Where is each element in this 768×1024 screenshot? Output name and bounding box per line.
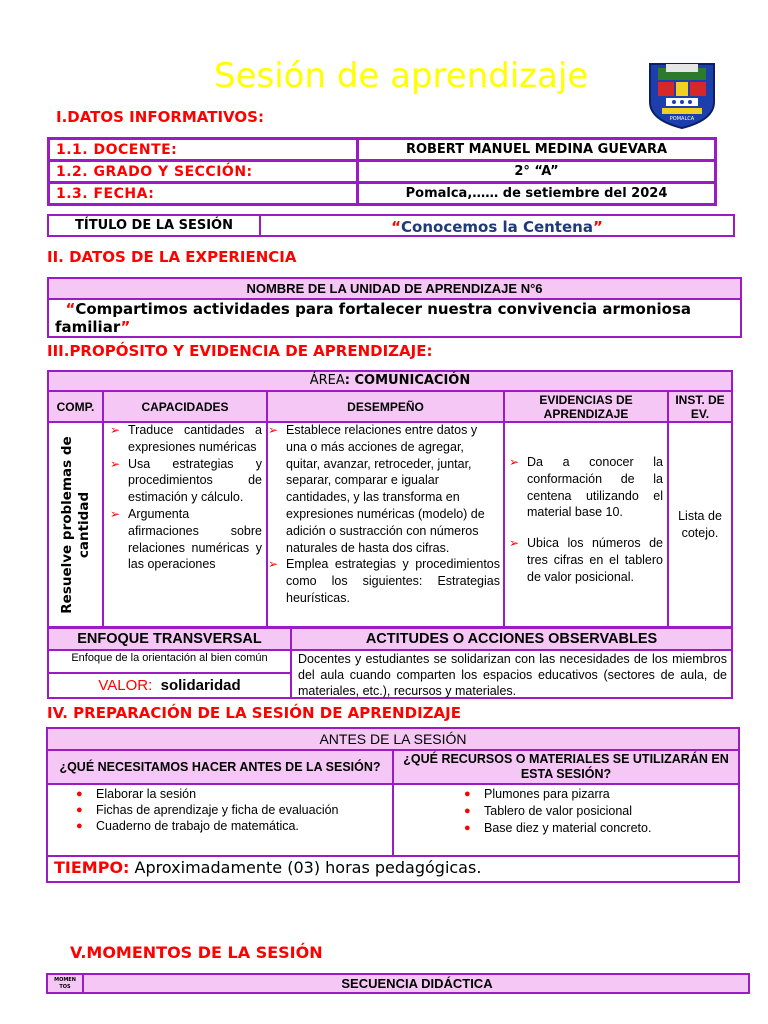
enfoque-header: ENFOQUE TRANSVERSAL	[49, 629, 290, 649]
desempeno-list	[268, 422, 500, 607]
recursos-list	[458, 786, 728, 837]
list-item: ● Tablero de valor posicional	[464, 804, 633, 818]
list-item: ● Fichas de aprendizaje y ficha de evaluación	[76, 803, 339, 817]
col-instrumento: INST. DE EV.	[669, 392, 731, 421]
arrow-bullet-icon: ➢	[268, 557, 279, 572]
instrumento-text: Lista de cotejo.	[678, 509, 722, 540]
section-preparacion-heading: IV. PREPARACIÓN DE LA SESIÓN DE APRENDIZAJE	[47, 704, 461, 722]
bullet-icon: ●	[76, 804, 83, 816]
section-experiencia-heading: II. DATOS DE LA EXPERIENCIA	[47, 248, 297, 266]
section-datos-heading: I.DATOS INFORMATIVOS:	[56, 108, 264, 126]
col-capacidades: CAPACIDADES	[104, 392, 266, 421]
datos-informativos-table	[47, 137, 717, 206]
valor-label: VALOR:	[98, 677, 153, 694]
section-momentos-heading: V.MOMENTOS DE LA SESIÓN	[70, 943, 323, 962]
list-item: ➢ Da a conocer la conformación de la centena utilizando el material base 10.	[509, 455, 663, 520]
docente-value: ROBERT MANUEL MEDINA GUEVARA	[358, 139, 716, 161]
bullet-icon: ●	[76, 788, 83, 800]
tiempo-row	[54, 857, 734, 879]
unidad-name: “Compartimos actividades para fortalecer nuestra convivencia armoniosa familiar”	[55, 300, 692, 336]
list-item: ➢ Argumenta afirmaciones sobre relaciones numéricas y las operaciones	[110, 506, 262, 572]
tiempo-label: TIEMPO:	[54, 858, 130, 877]
table-row	[49, 183, 716, 205]
list-item: ➢ Ubica los números de tres cifras en el tablero de valor posicional.	[509, 536, 663, 584]
col-evidencias: EVIDENCIAS DE APRENDIZAJE	[505, 392, 667, 421]
list-item: ● Base diez y material concreto.	[464, 821, 652, 835]
valor-row	[49, 674, 290, 697]
arrow-bullet-icon: ➢	[509, 455, 520, 469]
col-desempeno: DESEMPEÑO	[268, 392, 503, 421]
arrow-bullet-icon: ➢	[110, 506, 121, 521]
proposito-table	[47, 370, 733, 628]
competencia-cell	[49, 423, 102, 626]
table-row	[49, 161, 716, 183]
area-row	[49, 372, 731, 390]
enfoque-name: Enfoque de la orientación al bien común	[71, 652, 268, 664]
arrow-bullet-icon: ➢	[110, 456, 121, 471]
actitudes-text: Docentes y estudiantes se solidarizan con las necesidades de los miembros del aula cuando comparten los espacios educativos (sectores de aula, de materiales, etc.), recursos y materiales.	[298, 652, 727, 698]
unidad-header: NOMBRE DE LA UNIDAD DE APRENDIZAJE N°6	[49, 279, 740, 300]
grado-value: 2° “A”	[358, 161, 716, 183]
list-item: ● Cuaderno de trabajo de matemática.	[76, 819, 299, 833]
area-label: ÁREA	[309, 373, 345, 388]
arrow-bullet-icon: ➢	[110, 423, 121, 437]
fecha-value: Pomalca,…… de setiembre del 2024	[358, 183, 716, 205]
session-title-value: “Conocemos la Centena”	[391, 218, 603, 236]
page-title: Sesión de aprendizaje	[214, 56, 589, 96]
competencia-text: Resuelve problemas de cantidad	[58, 435, 92, 614]
bullet-icon: ●	[76, 820, 83, 832]
bullet-icon: ●	[464, 822, 471, 834]
bullet-icon: ●	[464, 805, 471, 817]
grado-label: 1.2. GRADO Y SECCIÓN:	[49, 161, 358, 183]
recursos-header: ¿QUÉ RECURSOS O MATERIALES SE UTILIZARÁN EN ESTA SESIÓN?	[394, 751, 738, 783]
list-item: ➢ Usa estrategias y procedimientos de estimación y cálculo.	[110, 456, 262, 505]
enfoque-table	[47, 627, 733, 699]
bullet-icon: ●	[464, 788, 471, 800]
evidencias-list	[509, 454, 663, 586]
section-proposito-heading: III.PROPÓSITO Y EVIDENCIA DE APRENDIZAJE:	[47, 342, 433, 360]
momentos-table-header	[46, 973, 750, 994]
list-item: ➢ Emplea estrategias y procedimientos como los siguientes: Estrategias heurísticas.	[268, 557, 500, 605]
session-title-box	[47, 214, 735, 237]
docente-label: 1.1. DOCENTE:	[49, 139, 358, 161]
list-item: ● Elaborar la sesión	[76, 787, 197, 801]
hacer-list	[70, 786, 390, 834]
hacer-header: ¿QUÉ NECESITAMOS HACER ANTES DE LA SESIÓN?	[48, 751, 392, 783]
session-title-label: TÍTULO DE LA SESIÓN	[49, 216, 261, 235]
svg-text:POMALCA: POMALCA	[669, 116, 695, 122]
actitudes-header: ACTITUDES O ACCIONES OBSERVABLES	[292, 629, 731, 649]
list-item: ● Plumones para pizarra	[464, 787, 610, 801]
col-secuencia: SECUENCIA DIDÁCTICA	[341, 976, 493, 991]
area-value: : COMUNICACIÓN	[344, 373, 471, 388]
valor-value: solidaridad	[160, 677, 241, 694]
list-item: ➢ Traduce cantidades a expresiones numéricas	[110, 423, 262, 454]
arrow-bullet-icon: ➢	[509, 536, 520, 551]
col-momentos: MOMEN TOS	[48, 975, 84, 992]
table-row	[49, 139, 716, 161]
tiempo-value: Aproximadamente (03) horas pedagógicas.	[134, 858, 482, 877]
list-item: ➢ Establece relaciones entre datos y una o más acciones de agregar, quitar, avanzar, retroceder, juntar, separar, comparar e igualar cantidades, y las transforma en expresiones numéricas (modelo) de adición o sustracción con números naturales de hasta dos cifras.	[268, 423, 485, 555]
col-comp: COMP.	[49, 392, 102, 421]
fecha-label: 1.3. FECHA:	[49, 183, 358, 205]
school-crest-logo	[644, 58, 720, 130]
capacidades-list	[110, 422, 262, 573]
unidad-box	[47, 277, 742, 338]
arrow-bullet-icon: ➢	[268, 423, 279, 437]
preparacion-table	[46, 727, 740, 883]
antes-header: ANTES DE LA SESIÓN	[48, 729, 738, 749]
